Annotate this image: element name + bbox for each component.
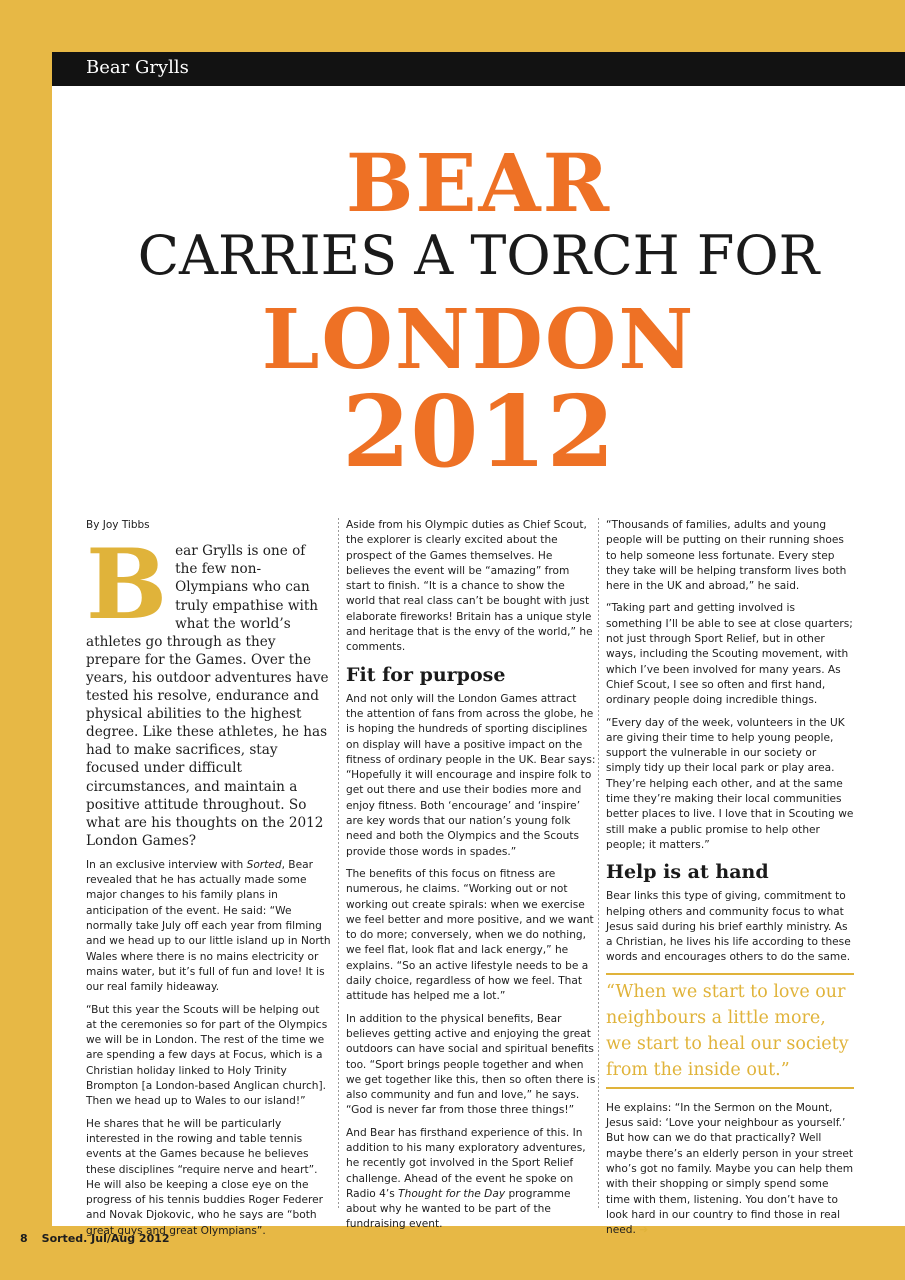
drop-cap: B <box>86 528 168 642</box>
paragraph: He explains: “In the Sermon on the Mount, Jesus said: ‘Love your neighbour as yourself.’ But how can we do that practically? Well maybe there’s an elderly person in your street who’s got no family. Maybe you can help them with their shopping or simply spend some time with them, listening. You don’t have to look hard in our country to find those in real need. ➔ <box>606 1101 854 1237</box>
paragraph: And not only will the London Games attract the attention of fans from across the globe, he is hoping the hundreds of sporting disciplines on display will have a positive impact on the fitness of ordinary people in the UK. Bear says: “Hopefully it will encourage and inspire folk to get out there and use their bodies more and enjoy fitness. Both ‘encourage’ and ‘inspire’ are key words that our nation’s young folk need and both the Olympics and the Scouts provide those words in spades.” <box>346 692 596 858</box>
paragraph: In an exclusive interview with Sorted, Bear revealed that he has actually made some major changes to his family plans in anticipation of the event. He said: “We normally take July off each year from filming and we head up to our little island up in North Wales where there is no mains electricity or mains water, but it’s full of fun and love! It is our real family hideaway. <box>86 858 331 994</box>
section-title: Bear Grylls <box>86 57 189 78</box>
paragraph: And Bear has firsthand experience of this. In addition to his many exploratory adventures, he recently got involved in the Sport Relief challenge. Ahead of the event he spoke on Radio 4’s Thought for the Day programme about why he wanted to be part of the fundraising event. <box>346 1126 586 1231</box>
headline-london: LONDON <box>261 292 696 388</box>
headline-year: 2012 <box>342 375 615 490</box>
pull-quote: “When we start to love our neighbours a little more, we start to heal our society from the inside out.” <box>606 973 854 1089</box>
article-column-1 <box>86 518 331 1246</box>
paragraph: The benefits of this focus on fitness are numerous, he claims. “Working out or not working out create spirals: when we exercise we feel better and more positive, and we want to do more; conversely, when we do nothing, we feel flat, look flat and lack energy,” he explains. “So an active lifestyle needs to be a daily choice, regardless of how we feel. That attitude has helped me a lot.” <box>346 867 594 1003</box>
continue-arrow-icon: ➔ <box>639 1224 649 1237</box>
column-divider <box>598 518 599 1208</box>
intro-text: ear Grylls is one of the few non-Olympians who can truly empathise with what the world’s athletes go through as they prepare for the Games. Over the years, his outdoor adventures have tested his resolve, endurance and physical abilities to the highest degree. Like these athletes, he has had to make sacrifices, stay focused under difficult circumstances, and maintain a positive attitude throughout. So what are his thoughts on the 2012 London Games? <box>86 543 329 849</box>
headline-carries: CARRIES A TORCH FOR <box>137 224 820 287</box>
article-column-3 <box>606 518 854 1245</box>
column-divider <box>338 518 339 1208</box>
paragraph: “Every day of the week, volunteers in the UK are giving their time to help young people, support the vulnerable in our society or simply tidy up their local park or play area. They’re helping each other, and at the same time they’re making their local communities better places to live. I love that in Scouting we still make a public promise to help other people; it matters.” <box>606 716 854 851</box>
page-footer <box>20 1232 170 1245</box>
page-number: 8 <box>20 1232 28 1245</box>
intro-paragraph <box>86 528 331 850</box>
paragraph: “Thousands of families, adults and young people will be putting on their running shoes to help someone less fortunate. Every step they take will be helping transform lives both here in the UK and abroad,” he said. <box>606 519 847 593</box>
subheading: Fit for purpose <box>346 663 506 686</box>
paragraph: Aside from his Olympic duties as Chief Scout, the explorer is clearly excited about the prospect of the Games themselves. He believes the event will be “amazing” from start to finish. “It is a chance to show the world that real class can’t be bought with just elaborate fireworks! Britain has a unique style and heritage that is the envy of the world,” he comments. <box>346 519 593 654</box>
paragraph: Bear links this type of giving, commitment to helping others and community focus to what Jesus said during his brief earthly ministry. As a Christian, he lives his life according to these words and encourages others to do the same. <box>606 890 851 964</box>
paragraph: In addition to the physical benefits, Bear believes getting active and enjoying the great outdoors can have social and spiritual benefits too. “Sport brings people together and when we get together like this, then so often there is also community and fun and love,” he says. “God is never far from those three things!” <box>346 1012 596 1117</box>
paragraph: “Taking part and getting involved is something I’ll be able to see at close quarters; not just through Sport Relief, but in other ways, including the Scouting movement, with which I’ve been involved for many years. As Chief Scout, I see so often and first hand, ordinary people doing incredible things. <box>606 602 853 707</box>
article-column-2 <box>346 518 596 1240</box>
headline-bear: BEAR <box>345 136 612 230</box>
paragraph: “But this year the Scouts will be helping out at the ceremonies so for part of the Olympics we will be in London. The rest of the time we are spending a few days at Focus, which is a Christian holiday linked to Holy Trinity Brompton [a London-based Anglican church]. Then we head up to Wales to our island!” <box>86 1003 328 1108</box>
section-header-bar <box>52 52 905 86</box>
paragraph: He shares that he will be particularly interested in the rowing and table tennis events at the Games because he believes these disciplines “require nerve and heart”. He will also be keeping a close eye on the progress of his tennis buddies Roger Federer and Novak Djokovic, who he says are “both great guys and great Olympians”. <box>86 1117 323 1237</box>
subheading: Help is at hand <box>606 861 769 884</box>
magazine-issue: Sorted. Jul/Aug 2012 <box>41 1232 170 1245</box>
byline: By Joy Tibbs <box>86 519 150 531</box>
